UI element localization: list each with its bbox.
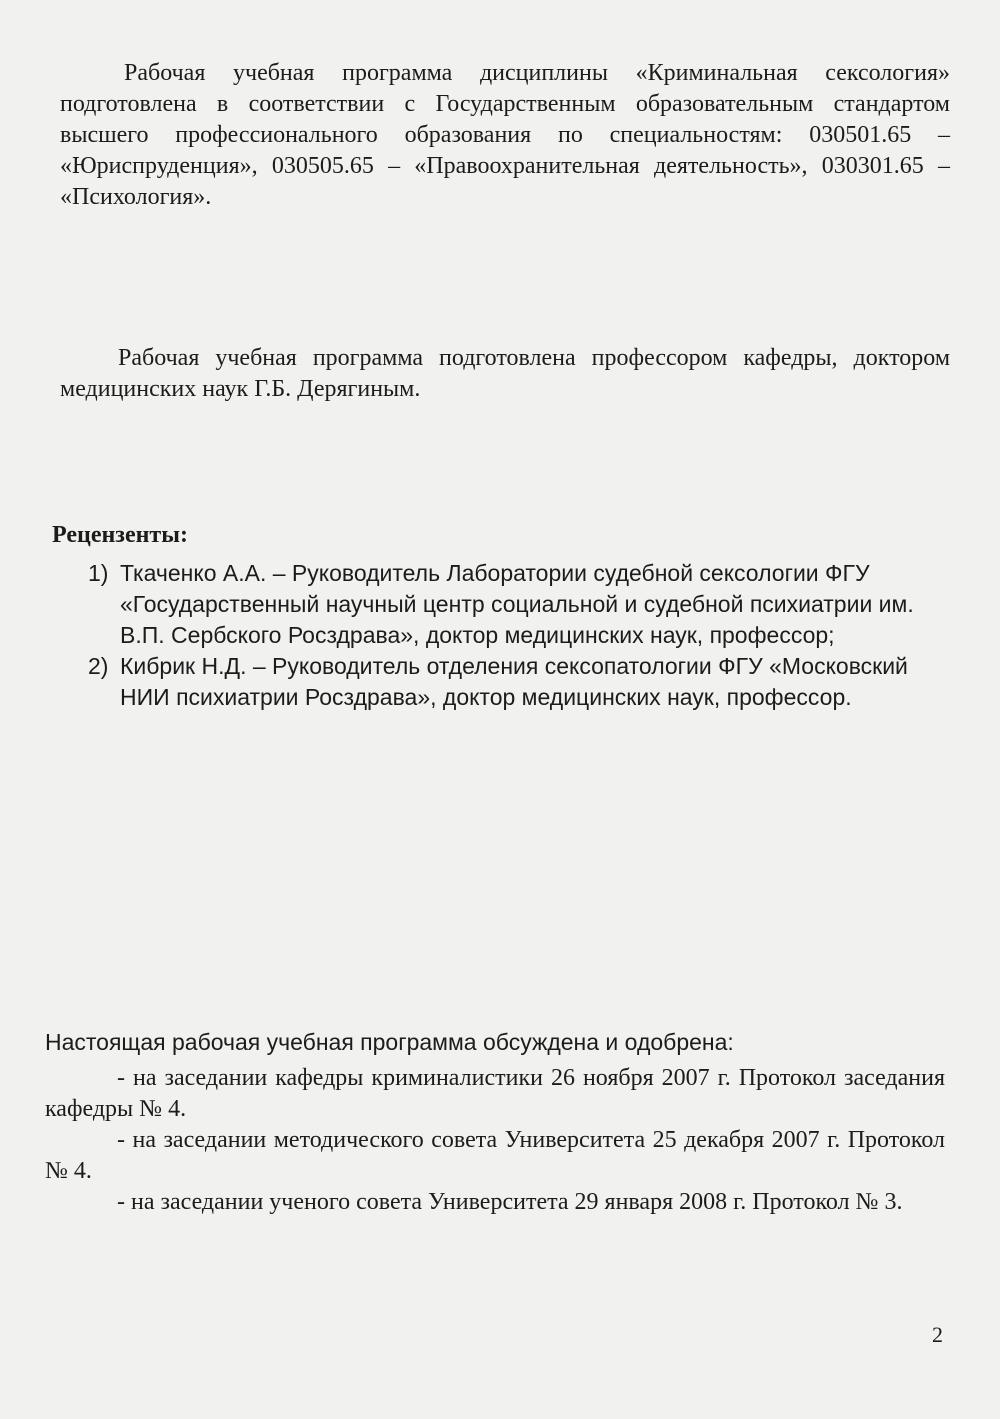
approval-item: - на заседании кафедры криминалистики 26 ноября 2007 г. Протокол заседания кафедры № 4. (45, 1065, 945, 1122)
approval-title: Настоящая рабочая учебная программа обсуждена и одобрена: (45, 1029, 734, 1055)
reviewer-text: Ткаченко А.А. – Руководитель Лаборатории судебной сексологии ФГУ «Государственный научный центр социальной и судебной психиатрии им. В.П. Сербского Росздрава», доктор медицинских наук, профессор; (120, 560, 914, 648)
reviewer-item (88, 558, 943, 651)
approval-item: - на заседании методического совета Университета 25 декабря 2007 г. Протокол № 4. (45, 1127, 945, 1184)
page-number: 2 (932, 1322, 943, 1347)
author-paragraph: Рабочая учебная программа подготовлена профессором кафедры, доктором медицинских наук Г.Б. Дерягиным. (60, 345, 950, 402)
approval-item: - на заседании ученого совета Университета 29 января 2008 г. Протокол № 3. (117, 1189, 903, 1215)
reviewer-number: 1) (88, 560, 109, 586)
intro-paragraph: Рабочая учебная программа дисциплины «Криминальная сексология» подготовлена в соответствии с Государственным образовательным стандартом высшего профессионального образования по специальностям: 030501.65 – «Юриспруденция», 030505.65 – «Правоохранительная деятельность», 030301.65 – «Психология». (60, 60, 950, 210)
reviewer-item (88, 651, 943, 713)
reviewers-list (88, 558, 943, 713)
reviewer-text: Кибрик Н.Д. – Руководитель отделения сексопатологии ФГУ «Московский НИИ психиатрии Росздрава», доктор медицинских наук, профессор. (120, 653, 908, 710)
reviewers-heading: Рецензенты: (52, 522, 188, 548)
reviewer-number: 2) (88, 653, 109, 679)
